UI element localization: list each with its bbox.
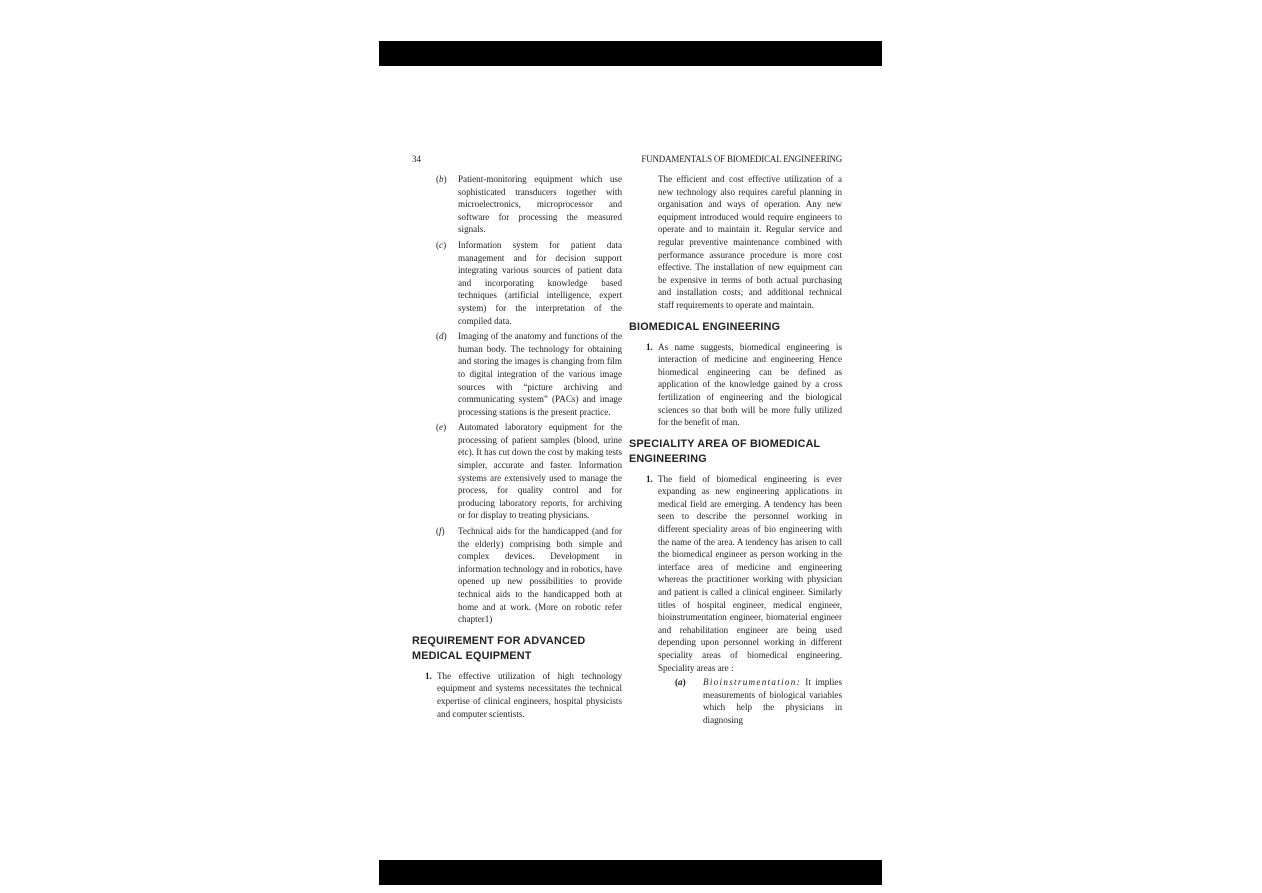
- running-head: FUNDAMENTALS OF BIOMEDICAL ENGINEERING: [641, 154, 842, 164]
- numbered-text: The field of biomedical engineering is ever expanding as new engineering applications in medical field are emerging. A tendency has been seen to describe the personnel working in different speciality areas of bio engineering with the name of the area. A tendency has arisen to call the biomedical engineer as person working in the interface area of medicine and engineering whereas the practitioner working with physician and patient is called a clinical engineer. Similarly titles of hospital engineer, medical engineer, bioinstrumentation engineer, biomaterial engineer and rehabilitation engineer are being used depending upon personnel working in different speciality areas of biomedical engineering. Speciality areas are :: [658, 473, 842, 673]
- list-item-text: Technical aids for the handicapped (and for the elderly) comprising both simple and complex devices. Development in information technology and in robotics, have opened up new possibilities to provide technical aids to the handicapped both at home and at work. (More on robotic refer chapter1): [458, 526, 622, 625]
- bottom-black-bar: [379, 860, 882, 885]
- list-item-d: [412, 330, 622, 418]
- sub-item-label: (a): [675, 677, 686, 688]
- numbered-label: 1.: [425, 670, 432, 681]
- sub-item-title: Bioinstrumentation:: [703, 677, 801, 688]
- list-label: (b): [436, 174, 447, 184]
- list-item-b: [412, 173, 622, 236]
- right-column: [629, 173, 842, 730]
- list-item-c: [412, 239, 622, 327]
- list-item-text: Patient-monitoring equipment which use sophisticated transducers together with microelectronics, microprocessor and software for processing the measured signals.: [458, 174, 622, 235]
- page-number: 34: [412, 154, 421, 164]
- sub-item-a: [658, 676, 842, 726]
- numbered-label: 1.: [646, 473, 653, 484]
- list-label: (d): [436, 331, 447, 342]
- sub-item-text: It implies measurements of biological variables which help the physicians in diagnosing: [703, 677, 842, 725]
- numbered-text: As name suggests, biomedical engineering is interaction of medicine and engineering Hence biomedical engineering can be defined as application of the knowledge gained by a cross fertilization of engineering and the biological sciences so that both will be more fully utilized for the benefit of man.: [658, 341, 842, 428]
- section-heading-biomedical: BIOMEDICAL ENGINEERING: [629, 320, 781, 333]
- list-item-e: [412, 421, 622, 522]
- list-label: (f): [436, 526, 445, 537]
- numbered-text: The effective utilization of high technology equipment and systems necessitates the technical expertise of clinical engineers, hospital physicists and computer scientists.: [437, 670, 622, 719]
- top-black-bar: [379, 41, 882, 66]
- numbered-item: [412, 670, 622, 720]
- numbered-item: [629, 341, 842, 429]
- list-item-text: Information system for patient data management and for decision support integrating various sources of patient data and incorporating knowledge based techniques (artificial intelligence, expert system) for the interpretation of the compiled data.: [458, 239, 622, 326]
- list-item-text: Automated laboratory equipment for the processing of patient samples (blood, urine etc). It has cut down the cost by making tests simpler, accurate and faster. Information systems are extensively used to manage the process, for quality control and for producing laboratory reports, for archiving or for display to treating physicians.: [458, 422, 622, 521]
- continuation-paragraph: The efficient and cost effective utilization of a new technology also requires careful planning in organisation and ways of operation. Any new equipment introduced would require engineers to operate and to maintain it. Regular service and regular preventive maintenance combined with performance assurance procedure is more cost effective. The installation of new equipment can be expensive in terms of both actual purchasing and installation costs; and additional technical staff requirements to operate and maintain.: [658, 174, 842, 310]
- left-column: [412, 173, 622, 723]
- list-label: (c): [436, 239, 447, 250]
- section-heading-speciality: SPECIALITY AREA OF BIOMEDICAL ENGINEERING: [629, 437, 821, 465]
- numbered-item: [629, 473, 842, 727]
- list-item-f: [412, 525, 622, 626]
- list-item-text: Imaging of the anatomy and functions of the human body. The technology for obtaining and storing the images is changing from film to digital integration of the various image sources with “picture archiving and communicating system” (PACs) and image processing stations is the present practice.: [458, 331, 622, 417]
- section-heading-requirement: REQUIREMENT FOR ADVANCED MEDICAL EQUIPMENT: [412, 634, 586, 662]
- numbered-label: 1.: [646, 341, 653, 352]
- list-label: (e): [436, 422, 447, 433]
